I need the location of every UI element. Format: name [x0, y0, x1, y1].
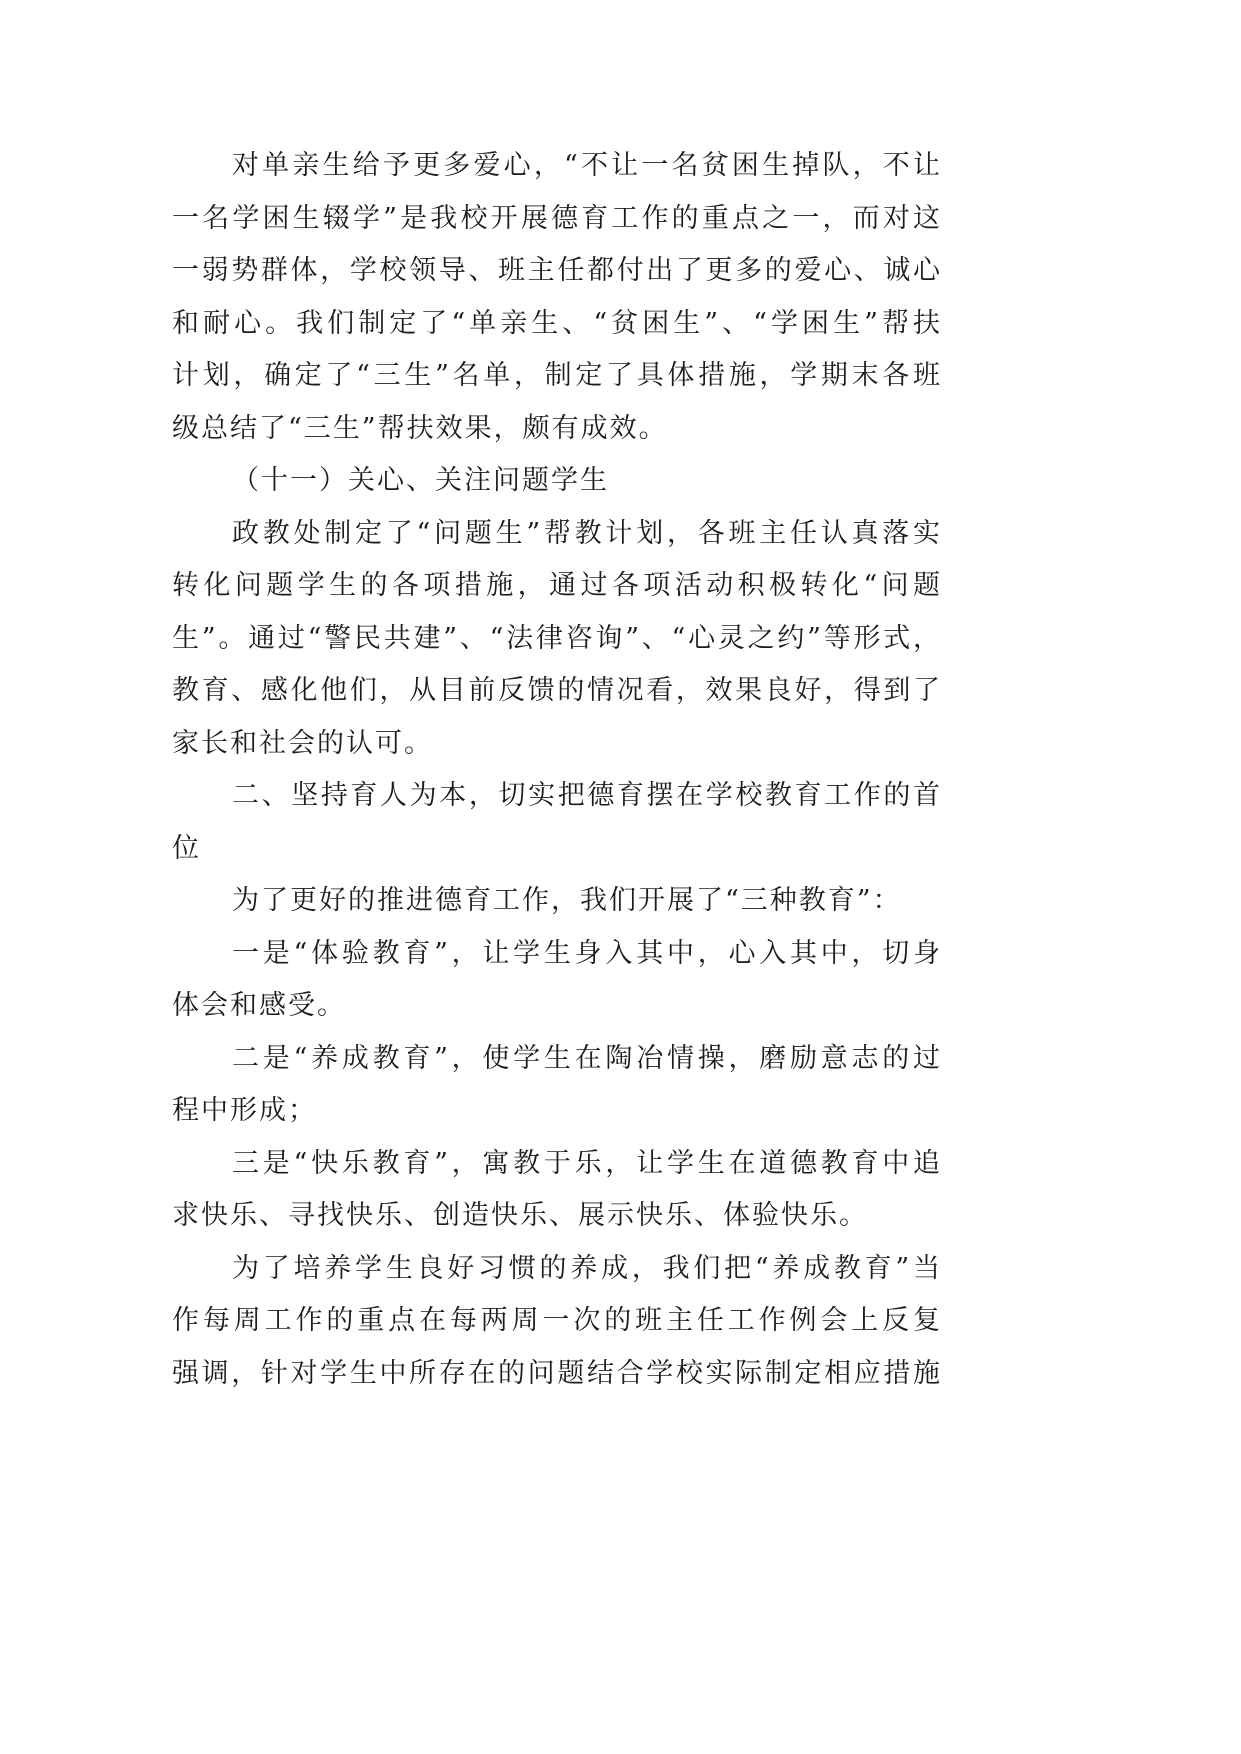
paragraph-line: 级总结了“三生”帮扶效果，颇有成效。 — [172, 412, 668, 444]
paragraph-problem-students — [172, 508, 942, 771]
heading-line: 位 — [172, 832, 201, 864]
paragraph-experience-education — [172, 928, 942, 1033]
paragraph-line: 三是“快乐教育”，寓教于乐，让学生在道德教育中追 — [232, 1147, 942, 1179]
paragraph-line: 强调，针对学生中所存在的问题结合学校实际制定相应措施 — [172, 1357, 942, 1389]
paragraph-line: 政教处制定了“问题生”帮教计划，各班主任认真落实 — [232, 517, 942, 549]
paragraph-line: 求快乐、寻找快乐、创造快乐、展示快乐、体验快乐。 — [172, 1200, 868, 1231]
paragraph-line: 生”。通过“警民共建”、“法律咨询”、“心灵之约”等形式， — [172, 622, 942, 654]
heading-line: （十一）关心、关注问题学生 — [232, 465, 609, 496]
paragraph-line: 一名学困生辍学”是我校开展德育工作的重点之一，而对这 — [172, 202, 942, 234]
paragraph-line: 体会和感受。 — [172, 990, 346, 1021]
section-heading-moral-education — [172, 770, 942, 875]
paragraph-happy-education — [172, 1138, 942, 1243]
paragraph-line: 计划，确定了“三生”名单，制定了具体措施，学期末各班 — [172, 360, 942, 391]
paragraph-line: 教育、感化他们，从目前反馈的情况看，效果良好，得到了 — [172, 675, 942, 706]
paragraph-line: 和耐心。我们制定了“单亲生、“贫困生”、“学困生”帮扶 — [172, 307, 942, 339]
paragraph-single-parent-students — [172, 140, 942, 455]
section-heading-problem-students — [172, 455, 942, 508]
paragraph-line: 一弱势群体，学校领导、班主任都付出了更多的爱心、诚心 — [172, 255, 942, 286]
paragraph-habit-formation — [172, 1243, 942, 1401]
paragraph-line: 作每周工作的重点在每两周一次的班主任工作例会上反复 — [172, 1305, 942, 1336]
document-body — [172, 140, 942, 1400]
paragraph-line: 为了培养学生良好习惯的养成，我们把“养成教育”当 — [232, 1252, 942, 1284]
paragraph-line: 一是“体验教育”，让学生身入其中，心入其中，切身 — [232, 937, 942, 969]
paragraph-line: 转化问题学生的各项措施，通过各项活动积极转化“问题 — [172, 570, 942, 601]
paragraph-line: 二是“养成教育”，使学生在陶冶情操，磨励意志的过 — [232, 1042, 942, 1074]
paragraph-line: 对单亲生给予更多爱心，“不让一名贫困生掉队，不让 — [232, 150, 942, 181]
paragraph-three-educations-intro — [172, 875, 942, 928]
heading-line: 二、坚持育人为本，切实把德育摆在学校教育工作的首 — [232, 780, 942, 811]
paragraph-line: 家长和社会的认可。 — [172, 727, 433, 759]
paragraph-line: 程中形成； — [172, 1095, 317, 1126]
paragraph-line: 为了更好的推进德育工作，我们开展了“三种教育”： — [232, 885, 902, 916]
paragraph-habit-education — [172, 1033, 942, 1138]
